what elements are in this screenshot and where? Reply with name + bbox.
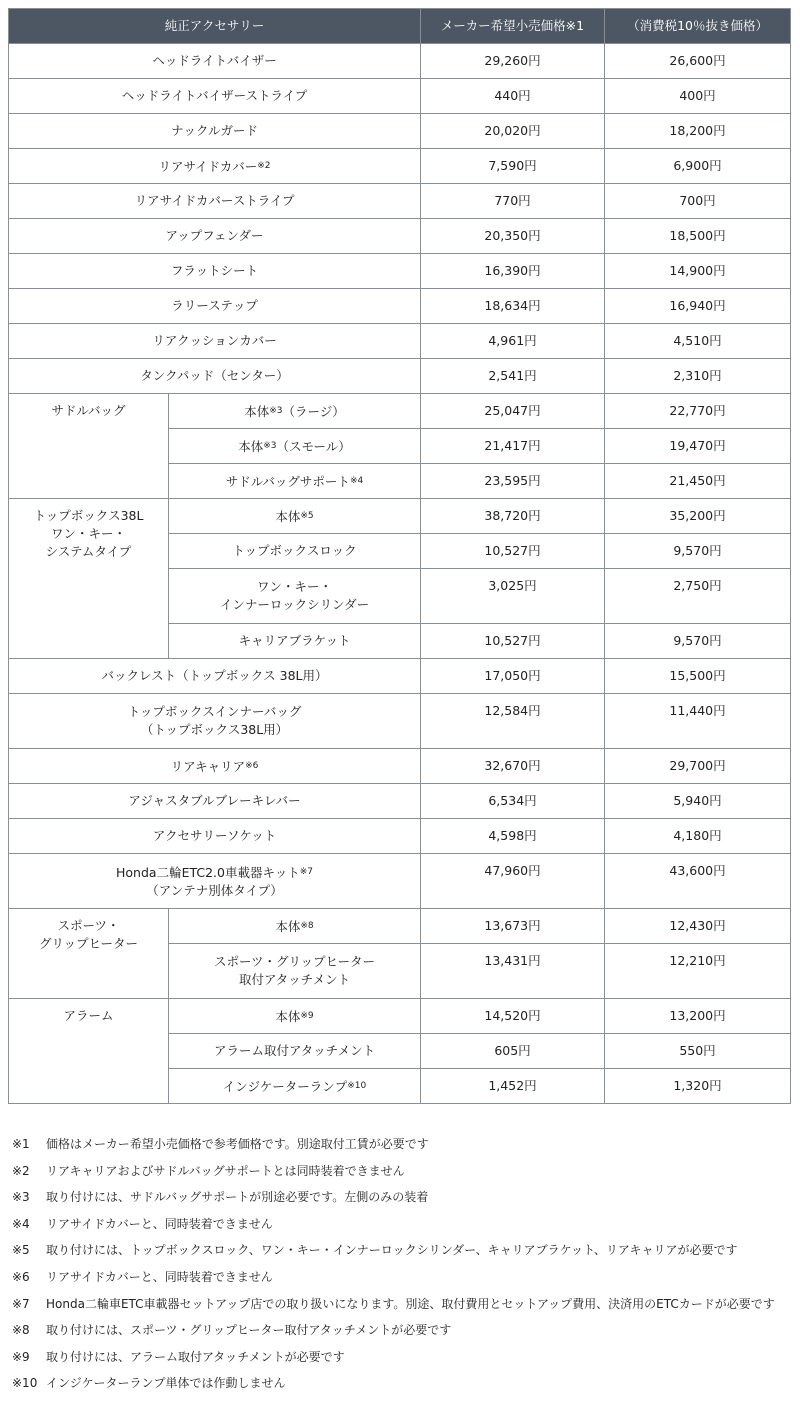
- table-row: [9, 254, 791, 289]
- item-name: 本体: [244, 403, 270, 419]
- item-price-ex-tax: 11,440円: [605, 694, 791, 749]
- item-price-ex-tax: 9,570円: [605, 534, 791, 569]
- footnote: [12, 1322, 792, 1338]
- item-price-ex-tax: 26,600円: [605, 44, 791, 79]
- item-price-ex-tax: 35,200円: [605, 499, 791, 534]
- item-price-ex-tax: 12,210円: [605, 944, 791, 999]
- item-name-cell: [169, 429, 421, 464]
- item-name-cell: [9, 149, 421, 184]
- item-name-cell: [169, 909, 421, 944]
- item-price: 440円: [421, 79, 605, 114]
- header-price-ex-tax: （消費税10％抜き価格）: [605, 9, 791, 44]
- item-price-ex-tax: 2,750円: [605, 569, 791, 624]
- item-price-ex-tax: 550円: [605, 1034, 791, 1069]
- item-price: 29,260円: [421, 44, 605, 79]
- item-price-ex-tax: 2,310円: [605, 359, 791, 394]
- item-name-line: [15, 863, 414, 882]
- footnote: [12, 1269, 792, 1285]
- item-name-cell: [169, 944, 421, 999]
- group-label-line: トップボックス38L: [33, 508, 144, 523]
- footnote-mark: ※10: [12, 1376, 38, 1391]
- group-label-line: スポーツ・: [57, 918, 120, 933]
- item-price-ex-tax: 21,450円: [605, 464, 791, 499]
- group-label-line: グリップヒーター: [38, 936, 138, 951]
- item-price: 6,534円: [421, 784, 605, 819]
- item-price-ex-tax: 6,900円: [605, 149, 791, 184]
- footnote: [12, 1375, 792, 1391]
- table-row: [9, 784, 791, 819]
- item-name: 本体: [238, 438, 264, 454]
- item-name-suffix: （ラージ）: [282, 403, 345, 419]
- item-price: 7,590円: [421, 149, 605, 184]
- item-price-ex-tax: 29,700円: [605, 749, 791, 784]
- item-price: 23,595円: [421, 464, 605, 499]
- table-row: [9, 149, 791, 184]
- item-name-cell: [9, 694, 421, 749]
- item-price: 32,670円: [421, 749, 605, 784]
- table-row: [9, 44, 791, 79]
- footnote-text: 取り付けには、トップボックスロック、ワン・キー・インナーロックシリンダー、キャリアブラケット、リアキャリアが必要です: [46, 1243, 738, 1258]
- item-price: 14,520円: [421, 999, 605, 1034]
- footnote: [12, 1136, 792, 1152]
- table-row: [9, 999, 791, 1034]
- item-name: トップボックスロック: [169, 534, 421, 569]
- footnote-ref: ※7: [299, 866, 314, 877]
- item-price-ex-tax: 9,570円: [605, 624, 791, 659]
- footnote-mark: ※5: [12, 1243, 30, 1258]
- footnote-text: 取り付けには、サドルバッグサポートが別途必要です。左側のみの装着: [46, 1190, 429, 1205]
- table-row: [9, 184, 791, 219]
- header-item: 純正アクセサリー: [9, 9, 421, 44]
- item-price: 10,527円: [421, 624, 605, 659]
- footnote-ref: ※3: [269, 405, 283, 416]
- item-price: 1,452円: [421, 1069, 605, 1104]
- footnote: [12, 1296, 792, 1312]
- footnote-ref: ※2: [257, 160, 271, 171]
- item-price: 17,050円: [421, 659, 605, 694]
- item-price: 20,020円: [421, 114, 605, 149]
- table-row: [9, 79, 791, 114]
- item-name: 本体: [275, 508, 301, 524]
- footnote-text: 取り付けには、アラーム取付アタッチメントが必要です: [46, 1349, 345, 1364]
- table-row: [9, 394, 791, 429]
- item-price: 38,720円: [421, 499, 605, 534]
- table-row: [9, 289, 791, 324]
- item-price: 21,417円: [421, 429, 605, 464]
- table-row: [9, 219, 791, 254]
- footnote-text: 取り付けには、スポーツ・グリップヒーター取付アタッチメントが必要です: [46, 1323, 452, 1338]
- item-name-cell: [169, 499, 421, 534]
- table-row: [9, 819, 791, 854]
- item-name: Honda二輪ETC2.0車載器キット: [116, 864, 300, 880]
- footnote: [12, 1189, 792, 1205]
- footnote-mark: ※8: [12, 1323, 30, 1338]
- table-row: [9, 749, 791, 784]
- item-name: インジケーターランプ: [222, 1078, 348, 1094]
- item-price-ex-tax: 22,770円: [605, 394, 791, 429]
- footnote-ref: ※3: [263, 440, 277, 451]
- group-label: [9, 499, 169, 659]
- item-name: リアサイドカバーストライプ: [9, 184, 421, 219]
- item-name: アップフェンダー: [9, 219, 421, 254]
- item-name-line: スポーツ・グリップヒーター: [214, 954, 376, 969]
- item-price: 47,960円: [421, 854, 605, 909]
- item-price-ex-tax: 12,430円: [605, 909, 791, 944]
- item-price-ex-tax: 13,200円: [605, 999, 791, 1034]
- item-name: リアサイドカバー: [158, 158, 258, 174]
- item-price: 20,350円: [421, 219, 605, 254]
- table-header-row: [9, 9, 791, 44]
- footnote-ref: ※10: [347, 1080, 367, 1091]
- item-price-ex-tax: 4,510円: [605, 324, 791, 359]
- item-price-ex-tax: 4,180円: [605, 819, 791, 854]
- footnote-ref: ※9: [300, 1010, 314, 1021]
- item-price: 12,584円: [421, 694, 605, 749]
- footnote-text: インジケーターランプ単体では作動しません: [46, 1376, 286, 1391]
- footnote-ref: ※6: [245, 760, 259, 771]
- item-name: リアキャリア: [170, 758, 246, 774]
- item-name: ヘッドライトバイザーストライプ: [9, 79, 421, 114]
- table-row: [9, 499, 791, 534]
- footnote-mark: ※6: [12, 1269, 30, 1284]
- item-price: 10,527円: [421, 534, 605, 569]
- item-name: 本体: [275, 1008, 301, 1024]
- item-price: 770円: [421, 184, 605, 219]
- accessory-price-table: [8, 8, 791, 1104]
- footnote-text: リアキャリアおよびサドルバッグサポートとは同時装着できません: [46, 1163, 405, 1178]
- item-price-ex-tax: 14,900円: [605, 254, 791, 289]
- footnote: [12, 1349, 792, 1365]
- item-price-ex-tax: 5,940円: [605, 784, 791, 819]
- item-name: ラリーステップ: [9, 289, 421, 324]
- footnote-mark: ※3: [12, 1190, 30, 1205]
- item-price-ex-tax: 16,940円: [605, 289, 791, 324]
- footnote: [12, 1216, 792, 1232]
- item-price-ex-tax: 18,200円: [605, 114, 791, 149]
- item-name: アジャスタブルブレーキレバー: [9, 784, 421, 819]
- item-price: 16,390円: [421, 254, 605, 289]
- table-row: [9, 854, 791, 909]
- item-name-cell: [169, 999, 421, 1034]
- item-name-line: 取付アタッチメント: [238, 972, 351, 987]
- footnotes: [12, 1136, 792, 1402]
- item-name: タンクパッド（センター）: [9, 359, 421, 394]
- item-price-ex-tax: 43,600円: [605, 854, 791, 909]
- item-price-ex-tax: 1,320円: [605, 1069, 791, 1104]
- footnote-text: リアサイドカバーと、同時装着できません: [46, 1216, 273, 1231]
- group-label-line: ワン・キー・: [50, 526, 126, 541]
- item-name: アラーム取付アタッチメント: [169, 1034, 421, 1069]
- item-name-line: インナーロックシリンダー: [219, 597, 370, 612]
- footnote-text: Honda二輪車ETC車載器セットアップ店での取り扱いになります。別途、取付費用とセットアップ費用、決済用のETCカードが必要です: [46, 1296, 775, 1311]
- item-name-cell: [169, 1069, 421, 1104]
- item-name: ナックルガード: [9, 114, 421, 149]
- footnote-ref: ※4: [349, 475, 364, 486]
- footnote-ref: ※5: [300, 510, 314, 521]
- table-row: [9, 909, 791, 944]
- item-name-cell: [169, 569, 421, 624]
- group-label: [9, 909, 169, 999]
- footnote-ref: ※8: [300, 920, 314, 931]
- item-name-cell: [9, 749, 421, 784]
- table-row: [9, 659, 791, 694]
- item-price: 3,025円: [421, 569, 605, 624]
- item-name: 本体: [275, 918, 301, 934]
- item-price: 13,431円: [421, 944, 605, 999]
- item-price-ex-tax: 15,500円: [605, 659, 791, 694]
- item-name: キャリアブラケット: [169, 624, 421, 659]
- footnote-mark: ※4: [12, 1216, 30, 1231]
- item-price: 25,047円: [421, 394, 605, 429]
- item-price-ex-tax: 700円: [605, 184, 791, 219]
- footnote-text: リアサイドカバーと、同時装着できません: [46, 1269, 273, 1284]
- item-price: 4,598円: [421, 819, 605, 854]
- item-price: 2,541円: [421, 359, 605, 394]
- group-label-line: システムタイプ: [45, 544, 132, 559]
- item-name-line: （アンテナ別体タイプ）: [146, 882, 283, 898]
- item-price: 18,634円: [421, 289, 605, 324]
- item-price-ex-tax: 18,500円: [605, 219, 791, 254]
- item-price-ex-tax: 400円: [605, 79, 791, 114]
- footnote-mark: ※9: [12, 1349, 30, 1364]
- item-price: 13,673円: [421, 909, 605, 944]
- item-name-line: （トップボックス38L用）: [140, 722, 289, 737]
- group-label: アラーム: [9, 999, 169, 1104]
- item-name-suffix: （スモール）: [276, 438, 351, 454]
- item-name-cell: [169, 464, 421, 499]
- group-label: サドルバッグ: [9, 394, 169, 499]
- item-name: アクセサリーソケット: [9, 819, 421, 854]
- item-name: リアクッションカバー: [9, 324, 421, 359]
- item-name: ヘッドライトバイザー: [9, 44, 421, 79]
- table-row: [9, 114, 791, 149]
- item-price: 605円: [421, 1034, 605, 1069]
- table-row: [9, 324, 791, 359]
- footnote-mark: ※7: [12, 1296, 30, 1311]
- item-name: サドルバッグサポート: [225, 473, 350, 489]
- item-name-cell: [169, 394, 421, 429]
- item-name-line: トップボックスインナーバッグ: [127, 704, 302, 719]
- item-price-ex-tax: 19,470円: [605, 429, 791, 464]
- footnote-mark: ※1: [12, 1137, 30, 1151]
- footnote: [12, 1163, 792, 1179]
- footnote-text: 価格はメーカー希望小売価格で参考価格です。別途取付工賃が必要です: [46, 1137, 429, 1151]
- table-row: [9, 359, 791, 394]
- header-price: メーカー希望小売価格※1: [421, 9, 605, 44]
- table-row: [9, 694, 791, 749]
- footnote: [12, 1242, 792, 1258]
- item-name-cell: [9, 854, 421, 909]
- footnote-mark: ※2: [12, 1163, 30, 1178]
- item-name: バックレスト（トップボックス 38L用）: [9, 659, 421, 694]
- item-price: 4,961円: [421, 324, 605, 359]
- item-name: フラットシート: [9, 254, 421, 289]
- item-name-line: ワン・キー・: [257, 579, 333, 594]
